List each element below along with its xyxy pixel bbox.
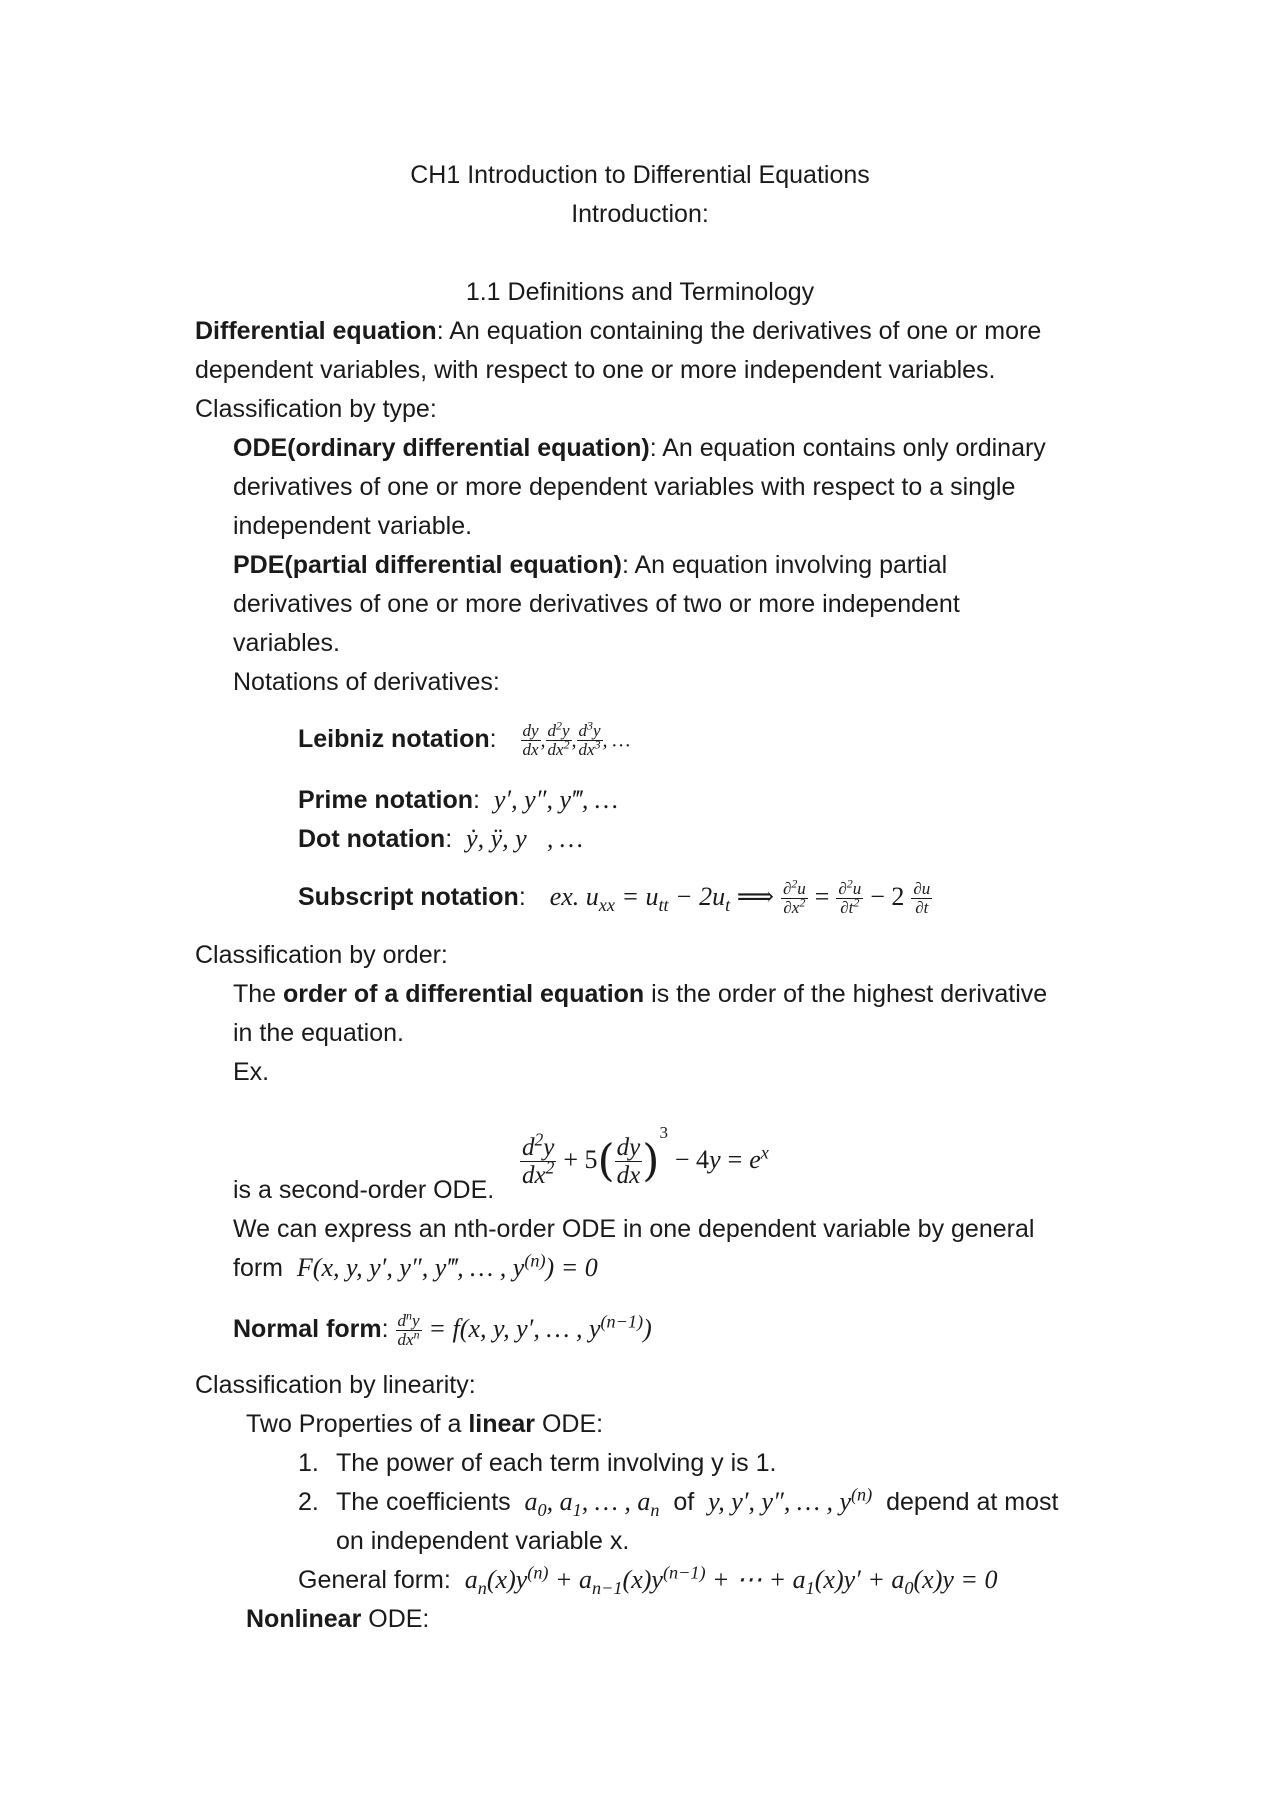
prime-row: [298, 785, 618, 815]
subscript-math: ex. $u_{xx} = u_{tt} - 2u_t$ ⟹: [549, 882, 774, 916]
pde-line-1: [233, 550, 947, 580]
order-line-2: in the equation.: [233, 1019, 404, 1047]
leibniz-row: Leibniz notation: $\frac{dy}{dx}$ , $\frac{d^2y}{dx^2}$ , $\frac{d^3y}{dx^3}$ , …: [298, 718, 631, 759]
example-frac-1: $\frac{d^2y}{dx^2}$: [522, 1129, 555, 1189]
ode-line-3: independent variable.: [233, 512, 473, 540]
linear-term: linear: [468, 1410, 536, 1438]
pde-text-1: : An equation involving partial: [621, 551, 948, 579]
dot-row: [298, 824, 583, 854]
prime-label: Prime notation: [298, 786, 474, 814]
normal-form-row: Normal form: $\frac{d^ny}{dx^n}$ = f(x, y, y′, … , $y^{(n-1)}$): [233, 1308, 652, 1349]
dot-colon: :: [445, 825, 453, 853]
ode-line-1: [233, 433, 1046, 463]
page-subtitle: Introduction:: [571, 200, 709, 228]
example-equation: $\frac{d^2y}{dx^2}$ + 5( $\frac{dy}{dx}$ )$^3 - 4y = e^x$: [522, 1123, 769, 1189]
leibniz-frac-2: $\frac{d^2y}{dx^2}$: [547, 718, 570, 759]
order-line-1: The order of a differential equation is the order of the highest derivative: [233, 980, 1048, 1008]
list-item-1: 1. The power of each term involving y is 1.: [298, 1449, 777, 1477]
definition-term: Differential equation: [195, 317, 437, 345]
partial-frac-2: $\frac{\partial^2u}{\partial t^2}$: [838, 876, 862, 917]
pde-line-3: variables.: [233, 629, 340, 657]
normal-colon: :: [381, 1315, 389, 1343]
second-order-text: is a second-order ODE.: [233, 1176, 495, 1204]
type-heading: Classification by type:: [195, 395, 437, 423]
normal-frac: $\frac{d^ny}{dx^n}$: [397, 1308, 420, 1349]
ode-line-2: derivatives of one or more dependent variables with respect to a single: [233, 473, 1016, 501]
subscript-label: Subscript notation: [298, 883, 519, 911]
definition-line-2: dependent variables, with respect to one or more independent variables.: [195, 356, 996, 384]
leibniz-label: Leibniz notation: [298, 725, 490, 753]
definition-text-1: : An equation containing the derivatives of one or more: [436, 317, 1042, 345]
definition-line-1: [195, 316, 1041, 346]
pde-line-2: derivatives of one or more derivatives of two or more independent: [233, 590, 960, 618]
section-title: 1.1 Definitions and Terminology: [465, 278, 815, 306]
dot-math: ẏ, ÿ, y⃛, …: [466, 824, 584, 853]
subscript-colon: :: [518, 883, 526, 911]
leibniz-colon: :: [489, 725, 497, 753]
order-term: order of a differential equation: [283, 980, 645, 1008]
prime-math: y′, y″, y‴, …: [493, 785, 619, 814]
page-title: CH1 Introduction to Differential Equations: [410, 161, 870, 189]
leibniz-frac-1: $\frac{dy}{dx}$: [522, 720, 539, 759]
ode-term: ODE(ordinary differential equation): [233, 434, 650, 462]
order-ex: Ex.: [233, 1058, 270, 1086]
list-item-2-cont: on independent variable x.: [336, 1527, 630, 1555]
general-text-2: form F(x, y, y′, y″, y‴, … , $y^{(n)}) = 0$: [233, 1250, 598, 1282]
nonlinear-heading: Nonlinear ODE:: [246, 1605, 430, 1633]
notations-heading: Notations of derivatives:: [233, 668, 500, 696]
linear-general-form: General form: $a_n(x)y^{(n)} + a_{n-1}(x)y^{(n-1)}$ + ⋯ + $a_1(x)y' + a_0(x)y = 0$: [298, 1562, 998, 1599]
example-frac-2: $\frac{dy}{dx}$: [616, 1133, 641, 1189]
general-form-math: F(x, y, y′, y″, y‴, … , $y^{(n)}) = 0$: [296, 1250, 598, 1282]
dot-label: Dot notation: [298, 825, 446, 853]
normal-label: Normal form: [233, 1315, 382, 1343]
partial-frac-3: $\frac{\partial u}{\partial t}$: [913, 878, 931, 917]
partial-frac-1: $\frac{\partial^2u}{\partial x^2}$: [782, 876, 806, 917]
nonlinear-term: Nonlinear: [246, 1605, 362, 1633]
linear-props: Two Properties of a linear ODE:: [246, 1410, 604, 1438]
pde-term: PDE(partial differential equation): [233, 551, 622, 579]
order-heading: Classification by order:: [195, 941, 448, 969]
prime-colon: :: [473, 786, 480, 814]
ode-text-1: : An equation contains only ordinary: [649, 434, 1046, 462]
linearity-heading: Classification by linearity:: [195, 1371, 476, 1399]
leibniz-frac-3: $\frac{d^3y}{dx^3}$: [578, 718, 601, 759]
general-text-1: We can express an nth-order ODE in one dependent variable by general: [233, 1215, 1035, 1243]
subscript-row: Subscript notation: ex. $u_{xx} = u_{tt} - 2u_t$ ⟹ $\frac{\partial^2u}{\partial x^2}$ = $\frac{\partial^2u}{\partial t^2}$ − 2 $\frac{\partial u}{\partial t}$: [298, 876, 931, 917]
list-item-2: 2. The coefficients $a_0$, $a_1$, … , $a_n$ of y, y′, y″, … , $y^{(n)}$ depend at most: [298, 1484, 1059, 1521]
